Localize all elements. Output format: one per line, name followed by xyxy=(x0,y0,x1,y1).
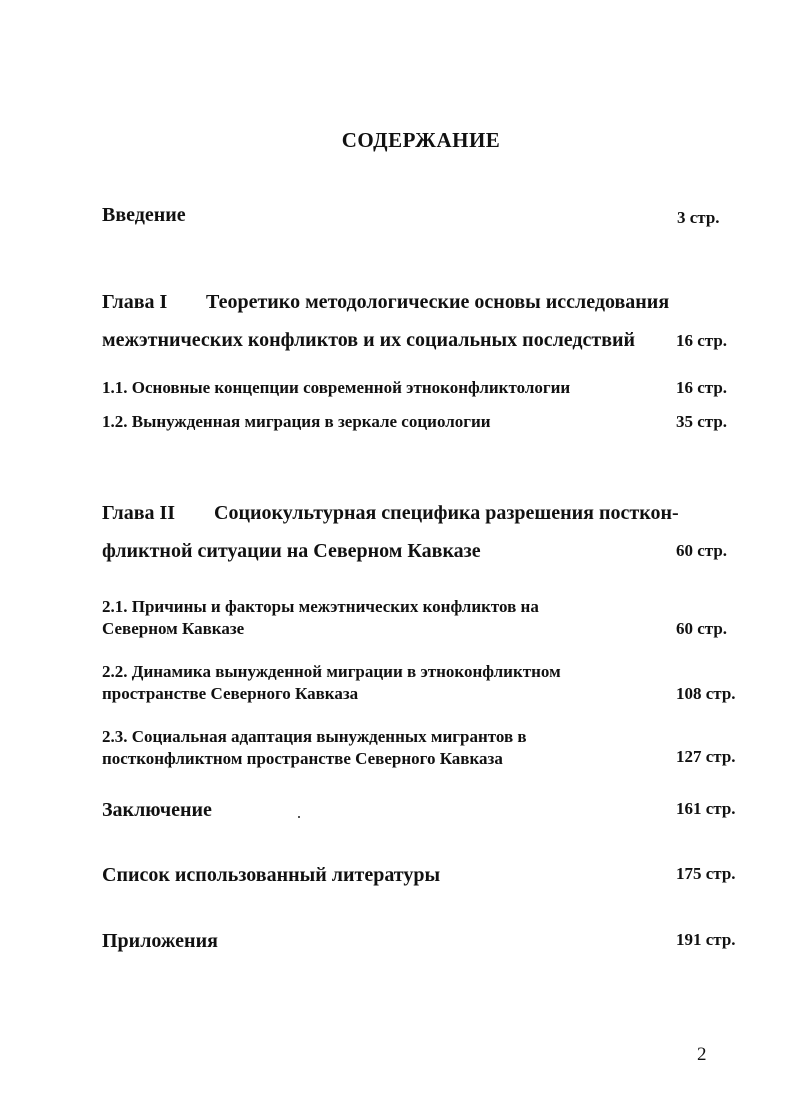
section-2-3-line2: постконфликтном пространстве Северного Кавказа xyxy=(102,749,503,768)
toc-entry-conclusion-label: Заключение xyxy=(102,799,212,821)
page-number: 2 xyxy=(697,1044,707,1065)
section-2-2-line2: пространстве Северного Кавказа xyxy=(102,684,359,703)
chapter1-title-line1: Теоретико методологические основы исследования xyxy=(206,291,670,313)
toc-entry-conclusion-page: 161 стр. xyxy=(676,799,736,818)
section-2-2-line1: 2.2. Динамика вынужденной миграции в этноконфликтном xyxy=(102,662,561,681)
chapter1-page: 16 стр. xyxy=(676,331,728,350)
toc-entry-intro-label: Введение xyxy=(102,204,186,226)
chapter2-page: 60 стр. xyxy=(676,541,728,560)
section-1-1-text: 1.1. Основные концепции современной этноконфликтологии xyxy=(102,378,571,397)
section-2-1-line1: 2.1. Причины и факторы межэтнических конфликтов на xyxy=(102,597,539,616)
section-2-3-page: 127 стр. xyxy=(676,747,736,766)
chapter2-title-line2: фликтной ситуации на Северном Кавказе xyxy=(102,540,481,562)
toc-title: СОДЕРЖАНИЕ xyxy=(341,128,501,152)
toc-entry-appendix-label: Приложения xyxy=(102,930,218,952)
chapter1-label: Глава I xyxy=(102,291,168,313)
section-1-2-page: 35 стр. xyxy=(676,412,728,431)
section-2-1-line2: Северном Кавказе xyxy=(102,619,245,638)
chapter1-title-line2: межэтнических конфликтов и их социальных последствий xyxy=(102,329,636,351)
toc-entry-intro-page: 3 стр. xyxy=(677,208,720,227)
chapter2-label: Глава II xyxy=(102,502,176,524)
toc-entry-appendix-page: 191 стр. xyxy=(676,930,736,949)
scan-speck xyxy=(298,816,300,818)
section-1-1-page: 16 стр. xyxy=(676,378,728,397)
toc-entry-references-label: Список использованный литературы xyxy=(102,864,441,886)
chapter2-title-line1: Социокультурная специфика разрешения посткон- xyxy=(214,502,679,524)
toc-entry-references-page: 175 стр. xyxy=(676,864,736,883)
section-1-2-text: 1.2. Вынужденная миграция в зеркале социологии xyxy=(102,412,491,431)
section-2-1-page: 60 стр. xyxy=(676,619,728,638)
section-2-3-line1: 2.3. Социальная адаптация вынужденных мигрантов в xyxy=(102,727,527,746)
section-2-2-page: 108 стр. xyxy=(676,684,736,703)
